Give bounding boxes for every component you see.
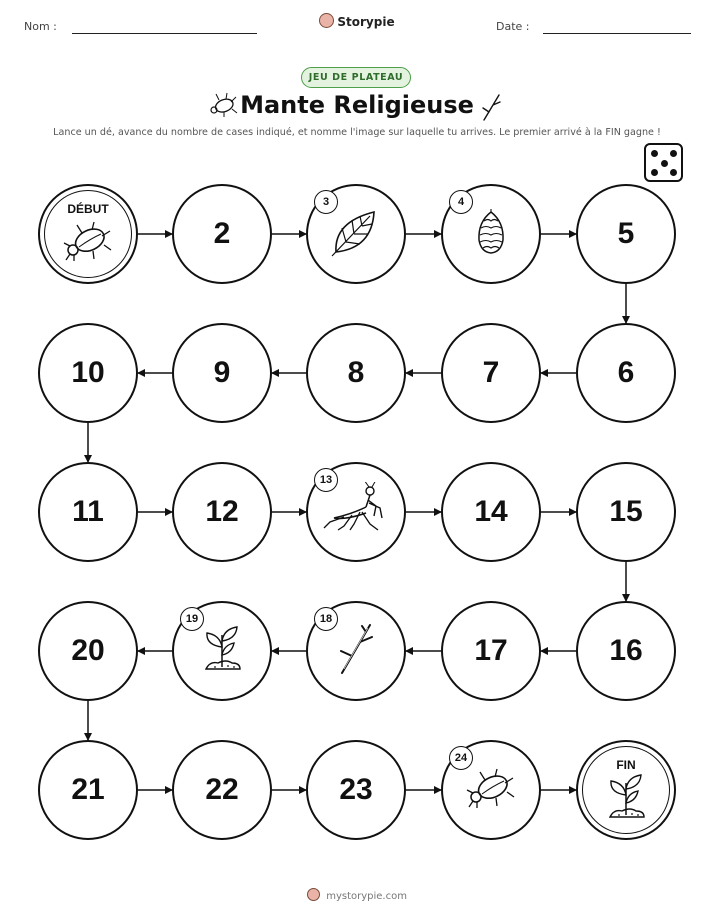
board-space	[38, 462, 138, 562]
ootheca-icon	[471, 206, 511, 262]
board-space	[306, 740, 406, 840]
space-number: 8	[347, 356, 365, 389]
space-number: 21	[71, 773, 105, 806]
board-space	[172, 740, 272, 840]
space-number: 7	[482, 356, 500, 389]
board-space	[441, 740, 541, 840]
space-number: 14	[474, 495, 508, 528]
page-title: Mante Religieuse	[240, 91, 474, 119]
board-space	[306, 184, 406, 284]
space-number: 18	[314, 607, 338, 631]
space-number: 6	[617, 356, 635, 389]
board-space	[172, 323, 272, 423]
space-number: 17	[474, 634, 508, 667]
instructions: Lance un dé, avance du nombre de cases indiqué, et nomme l'image sur laquelle tu arrives. Le premier arrivé à la FIN gagne !	[53, 127, 661, 138]
space-number: 4	[449, 190, 473, 214]
board-space	[172, 601, 272, 701]
board-space	[576, 323, 676, 423]
beetle-icon	[463, 766, 519, 814]
board-space	[441, 184, 541, 284]
storypie-logo-icon	[307, 888, 320, 901]
board-space	[306, 323, 406, 423]
space-number: 9	[213, 356, 231, 389]
space-number: 11	[72, 495, 104, 528]
board-space	[441, 323, 541, 423]
board-space	[38, 323, 138, 423]
space-label: FIN	[616, 758, 636, 772]
space-number: 22	[205, 773, 239, 806]
board-space	[38, 601, 138, 701]
space-number: 5	[617, 217, 635, 250]
space-number: 13	[314, 468, 338, 492]
board-space	[306, 601, 406, 701]
space-number: 23	[339, 773, 373, 806]
board-space	[576, 601, 676, 701]
name-label: Nom :	[24, 20, 57, 33]
space-number: 10	[71, 356, 105, 389]
board-space	[38, 740, 138, 840]
board-space	[441, 462, 541, 562]
mantis-icon	[321, 482, 391, 542]
sprout-icon	[603, 771, 649, 827]
board-space	[576, 462, 676, 562]
space-number: 16	[609, 634, 643, 667]
board-space	[172, 184, 272, 284]
start-space	[38, 184, 138, 284]
game-type-badge: JEU DE PLATEAU	[301, 67, 411, 88]
space-number: 3	[314, 190, 338, 214]
space-number: 2	[213, 217, 231, 250]
space-number: 20	[71, 634, 105, 667]
space-number: 12	[205, 495, 239, 528]
sprout-icon	[199, 623, 245, 679]
board-space	[306, 462, 406, 562]
footer	[0, 888, 714, 902]
board-space	[172, 462, 272, 562]
space-label: DÉBUT	[67, 202, 109, 216]
leaf-icon	[328, 204, 384, 264]
finish-space	[576, 740, 676, 840]
date-label: Date :	[496, 20, 530, 33]
board-space	[441, 601, 541, 701]
board-space	[576, 184, 676, 284]
space-number: 19	[180, 607, 204, 631]
footer-url: mystorypie.com	[326, 891, 407, 902]
space-number: 24	[449, 746, 473, 770]
twig-icon	[334, 621, 378, 681]
space-number: 15	[609, 495, 643, 528]
beetle-icon	[60, 219, 116, 267]
brand-name: Storypie	[337, 15, 395, 29]
